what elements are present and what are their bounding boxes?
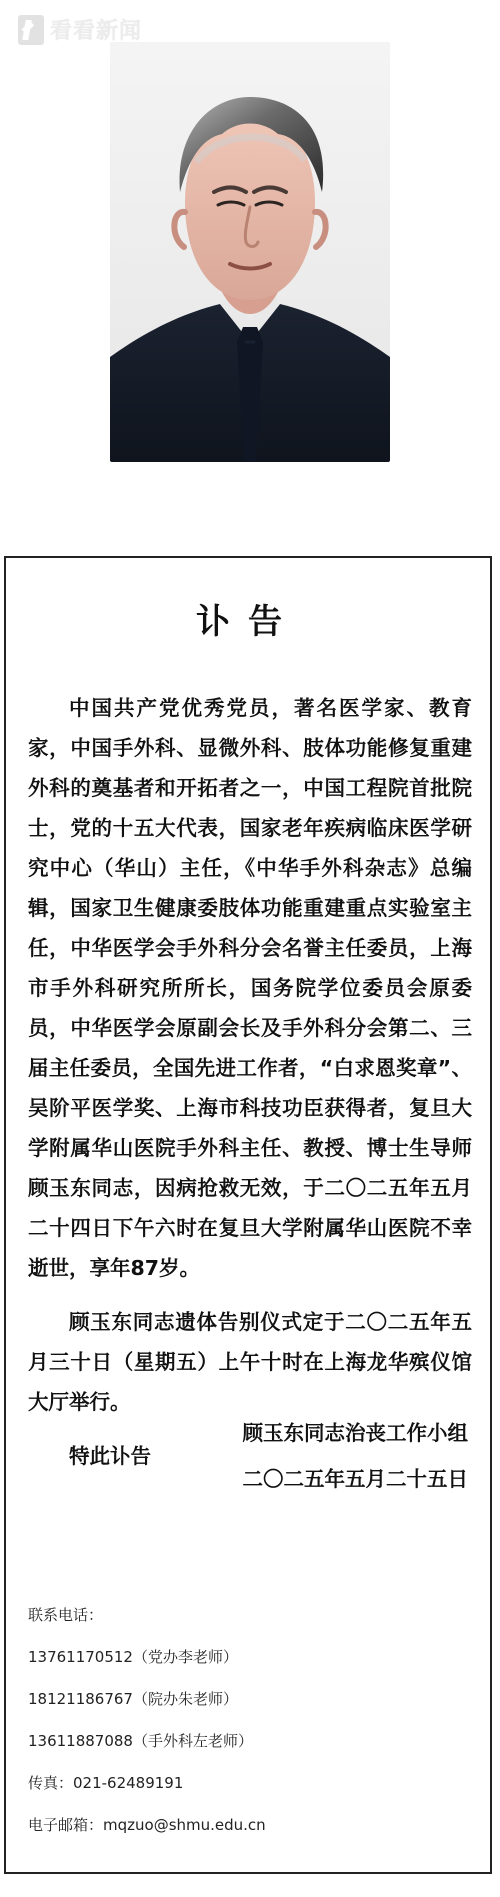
contact-phone-1: 13761170512（党办李老师）: [28, 1648, 238, 1666]
signature-date: 二〇二五年五月二十五日: [242, 1467, 468, 1491]
notice-paragraph-3: 特此讣告: [69, 1444, 151, 1468]
watermark: [18, 14, 142, 45]
signature-org: 顾玉东同志治丧工作小组: [242, 1421, 468, 1445]
contact-phone-label: 联系电话：: [28, 1606, 104, 1624]
watermark-text: 看看新闻: [50, 19, 143, 44]
notice-paragraph-2: 顾玉东同志遗体告别仪式定于二〇二五年五月三十日（星期五）上午十时在上海龙华殡仪馆大厅举行。: [28, 1310, 472, 1414]
contact-fax: 传真：021-62489191: [28, 1774, 184, 1792]
portrait-photo: [110, 42, 390, 462]
contact-phone-3: 13611887088（手外科左老师）: [28, 1732, 253, 1750]
notice-body: [28, 688, 472, 1476]
contact-email: 电子邮箱：mqzuo@shmu.edu.cn: [28, 1816, 266, 1834]
kankan-logo-icon: [18, 15, 44, 45]
obituary-notice: [4, 556, 492, 1874]
notice-paragraph-1: 中国共产党优秀党员，著名医学家、教育家，中国手外科、显微外科、肢体功能修复重建外科的奠基者和开拓者之一，中国工程院首批院士，党的十五大代表，国家老年疾病临床医学研究中心（华山）主任，《中华手外科杂志》总编辑，国家卫生健康委肢体功能重建重点实验室主任，中华医学会手外科分会名誉主任委员，上海市手外科研究所所长，国务院学位委员会原委员，中华医学会原副会长及手外科分会第二、三届主任委员，全国先进工作者，“白求恩奖章”、吴阶平医学奖、上海市科技功臣获得者，复旦大学附属华山医院手外科主任、教授、博士生导师顾玉东同志，因病抢救无效，于二〇二五年五月二十四日下午六时在复旦大学附属华山医院不幸逝世，享年87岁。: [28, 696, 472, 1280]
contact-info: [28, 1594, 266, 1846]
signature-block: [243, 1410, 469, 1502]
contact-phone-2: 18121186767（院办朱老师）: [28, 1690, 238, 1708]
notice-title: 讣告: [196, 602, 300, 642]
